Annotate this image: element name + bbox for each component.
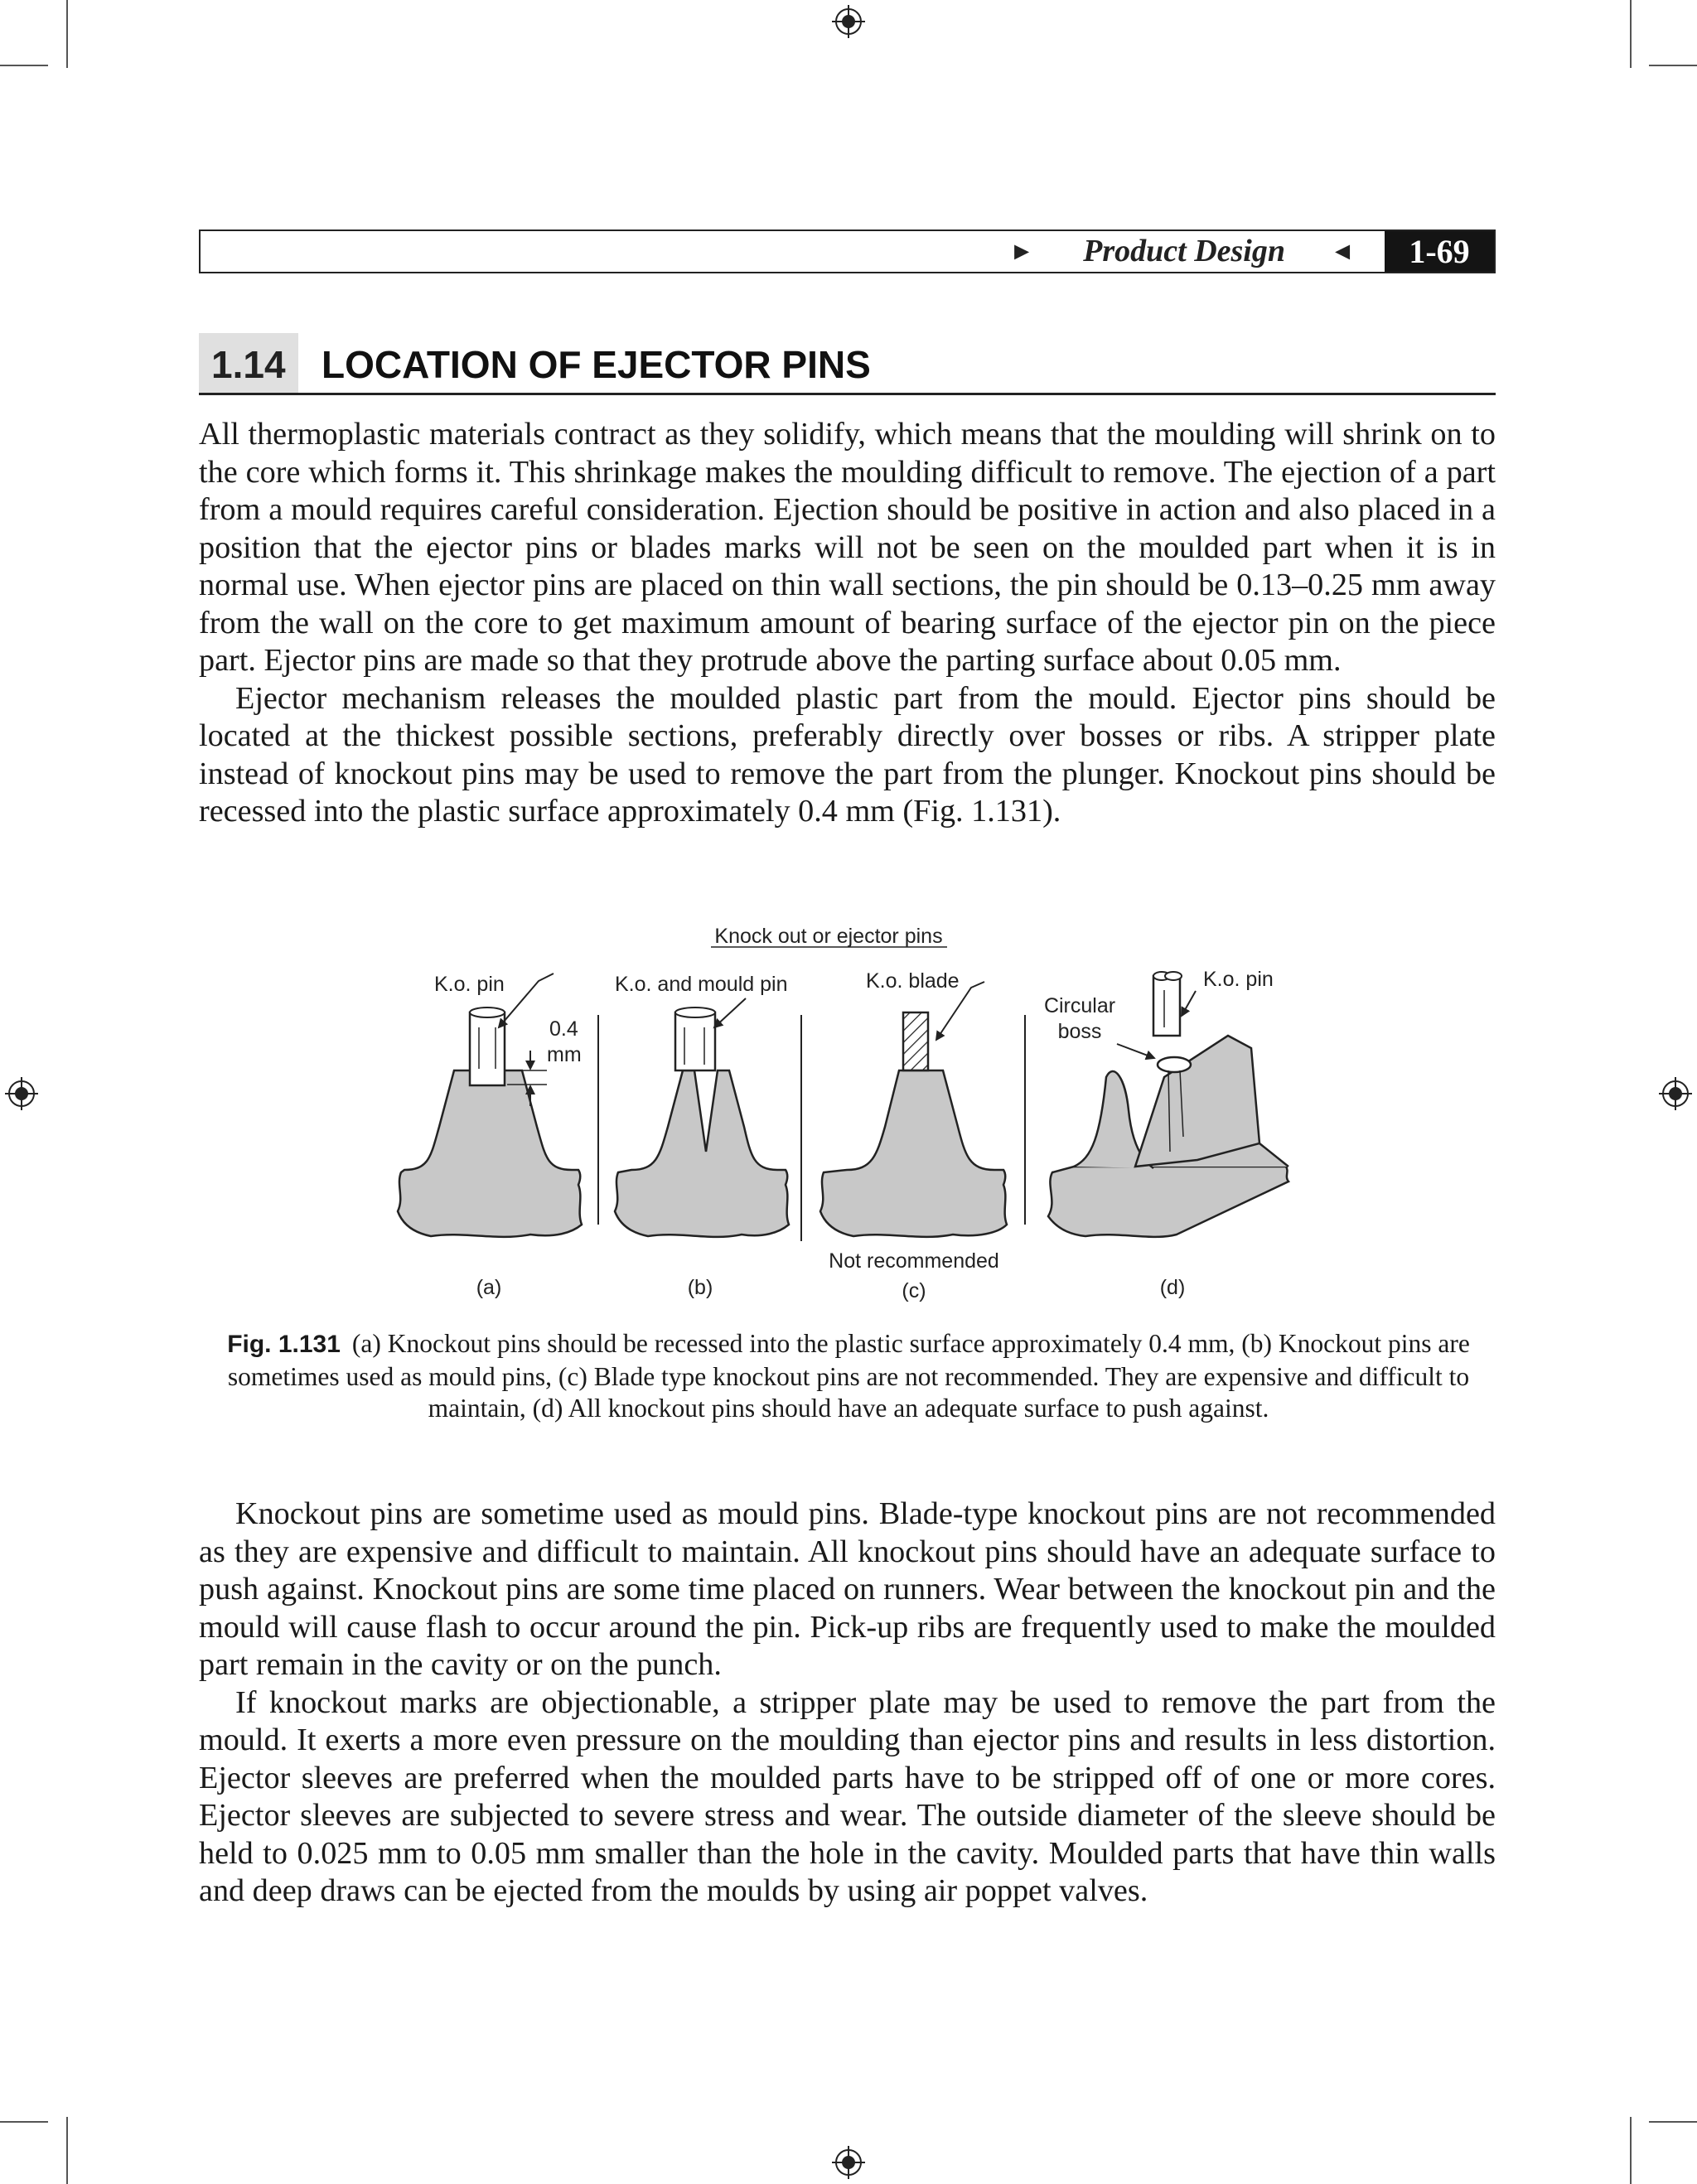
panel-a-dim-value: 0.4	[549, 1017, 578, 1041]
registration-mark-top	[832, 5, 865, 38]
body-text-bottom	[199, 1495, 1496, 1911]
panel-b-pin-label: K.o. and mould pin	[615, 973, 788, 996]
panel-a-drawing	[398, 974, 582, 1237]
page-number: 1-69	[1385, 231, 1494, 272]
figure-top-label: Knock out or ejector pins	[714, 925, 943, 948]
registration-mark-bottom	[832, 2146, 865, 2179]
panel-a-dim-unit: mm	[547, 1043, 582, 1066]
crop-mark-bl-v	[66, 2117, 68, 2184]
figure-ejector-pins	[0, 911, 1697, 1326]
header-arrow-right-icon: ►	[1009, 238, 1034, 265]
panel-d-boss-label-line2: boss	[1057, 1020, 1102, 1043]
paragraph: All thermoplastic materials contract as they solidify, which means that the moulding will shrink on to the core which forms it. This shrinkage makes the moulding difficult to remove. The ejection of a part from a mould requires careful consideration. Ejection should be positive in action and also placed in a position that the ejector pins or blades marks will not be seen on the moulded part when it is in normal use. When ejector pins are placed on thin wall sections, the pin should be 0.13–0.25 mm away from the wall on the core to get maximum amount of bearing surface of the ejector pin on the piece part. Ejector pins are made so that they protrude above the parting surface about 0.05 mm.	[199, 417, 1496, 678]
paragraph: Knockout pins are sometime used as mould pins. Blade-type knockout pins are not recommended as they are expensive and difficult to maintain. All knockout pins should have an adequate surface to push against. Knockout pins are some time placed on runners. Wear between the knockout pin and the mould will cause flash to occur around the pin. Pick-up ribs are frequently used to make the moulded part remain in the cavity or on the punch.	[199, 1496, 1496, 1682]
section-title: LOCATION OF EJECTOR PINS	[322, 343, 871, 386]
panel-c-caption: (c)	[902, 1279, 926, 1302]
header-arrow-left-icon: ◄	[1330, 238, 1355, 265]
panel-c-blade-label: K.o. blade	[866, 969, 960, 993]
panel-d-caption: (d)	[1159, 1276, 1186, 1299]
crop-mark-br-v	[1630, 2117, 1632, 2184]
panel-d-pin-label: K.o. pin	[1203, 968, 1274, 991]
panel-a-pin-label: K.o. pin	[434, 973, 505, 996]
paragraph: Ejector mechanism releases the moulded plastic part from the mould. Ejector pins should be located at the thickest possible sections, preferably directly over bosses or ribs. A stripper plate instead of knockout pins may be used to remove the part from the plunger. Knockout pins should be recessed into the plastic surface approximately 0.4 mm (Fig. 1.131).	[199, 680, 1496, 829]
crop-mark-br-h	[1649, 2121, 1697, 2123]
panel-c-drawing	[820, 982, 1007, 1237]
panel-b-caption: (b)	[687, 1276, 713, 1299]
panel-a-caption: (a)	[476, 1276, 502, 1299]
header-title: Product Design	[1083, 234, 1285, 268]
figure-caption	[207, 1328, 1490, 1425]
panel-d-boss-label-line1: Circular	[1043, 994, 1116, 1017]
figure-caption-text: (a) Knockout pins should be recessed into the plastic surface approximately 0.4 mm, (b) Knockout pins are sometimes used as mould pins, (c) Blade type knockout pins are not recommended. They are expensive and difficult to maintain, (d) All knockout pins should have an adequate surface to push against.	[227, 1329, 1470, 1423]
body-text-top	[199, 416, 1496, 831]
section-number: 1.14	[211, 343, 286, 386]
crop-mark-tl-h	[0, 65, 48, 66]
crop-mark-tr-h	[1649, 65, 1697, 66]
figure-caption-label: Fig. 1.131	[227, 1331, 341, 1358]
paragraph: If knockout marks are objectionable, a stripper plate may be used to remove the part from the mould. It exerts a more even pressure on the moulding than ejector pins and results in less distortion. Ejector sleeves are preferred when the moulded parts have to be stripped off of one or more cores. Ejector sleeves are subjected to severe stress and wear. The outside diameter of the sleeve should be held to 0.025 mm to 0.05 mm smaller than the hole in the cavity. Moulded parts that have thin walls and deep draws can be ejected from the moulds by using air poppet valves.	[199, 1684, 1496, 1908]
running-header	[199, 230, 1496, 273]
crop-mark-tr-v	[1630, 0, 1632, 68]
panel-c-note: Not recommended	[829, 1249, 999, 1273]
section-rule	[199, 393, 1496, 395]
crop-mark-tl-v	[66, 0, 68, 68]
panel-b-drawing	[615, 998, 789, 1237]
crop-mark-bl-h	[0, 2121, 48, 2123]
